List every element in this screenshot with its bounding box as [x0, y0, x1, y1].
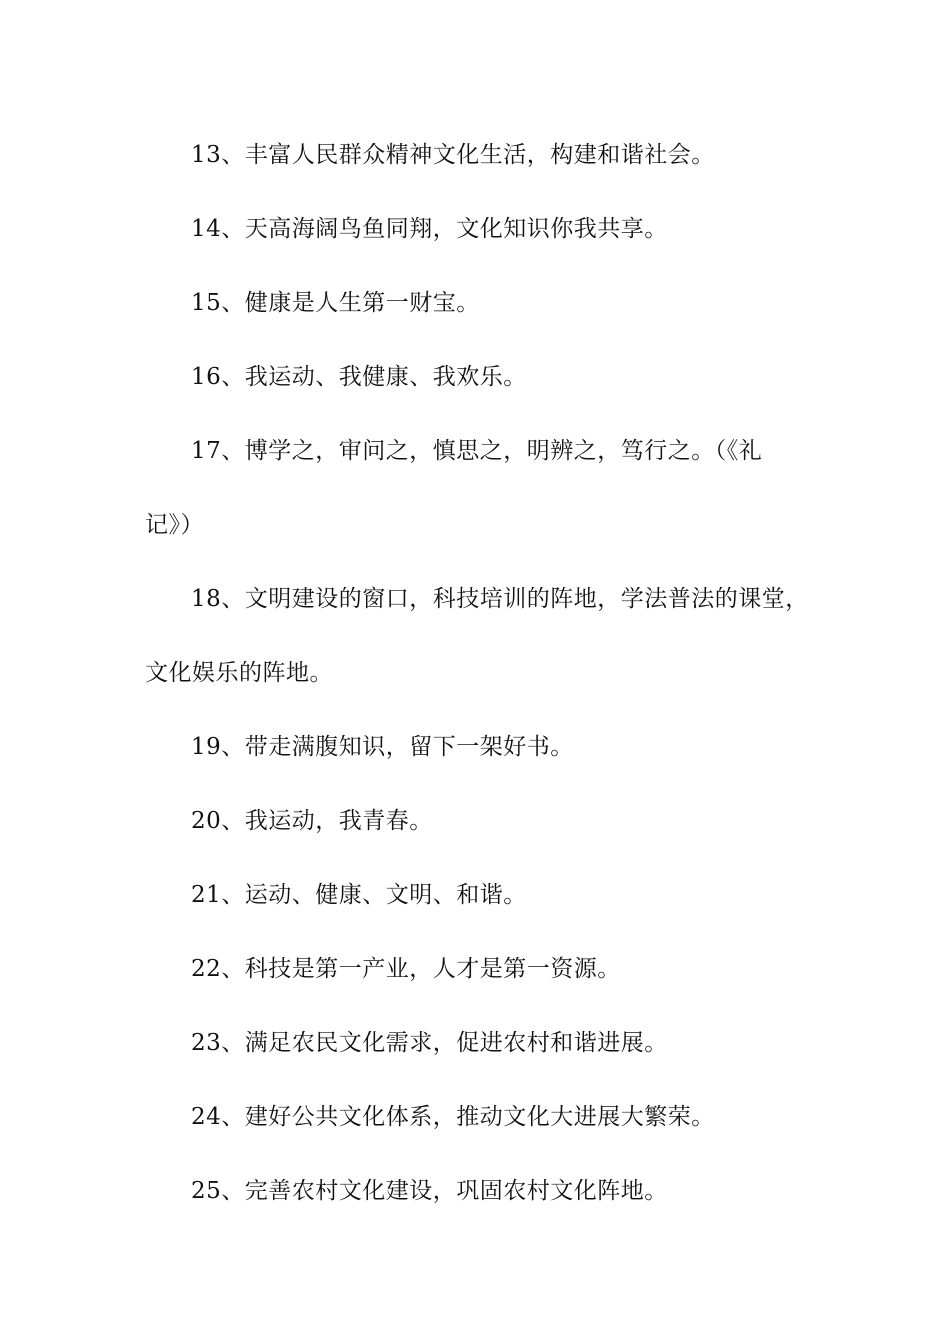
slogan-item-25: 25、完善农村文化建设，巩固农村文化阵地。 — [191, 1178, 668, 1204]
slogan-item-21: 21、运动、健康、文明、和谐。 — [191, 882, 527, 908]
slogan-item-23: 23、满足农民文化需求，促进农村和谐进展。 — [191, 1030, 668, 1056]
slogan-item-18-line-1: 18、文明建设的窗口，科技培训的阵地，学法普法的课堂， — [191, 586, 809, 612]
slogan-item-15: 15、健康是人生第一财宝。 — [191, 290, 480, 316]
slogan-item-22: 22、科技是第一产业，人才是第一资源。 — [191, 956, 621, 982]
slogan-item-20: 20、我运动，我青春。 — [191, 808, 433, 834]
slogan-item-18-line-2: 文化娱乐的阵地。 — [145, 660, 333, 686]
slogan-item-19: 19、带走满腹知识，留下一架好书。 — [191, 734, 574, 760]
slogan-item-14: 14、天高海阔鸟鱼同翔，文化知识你我共享。 — [191, 216, 668, 242]
slogan-item-16: 16、我运动、我健康、我欢乐。 — [191, 364, 527, 390]
slogan-item-24: 24、建好公共文化体系，推动文化大进展大繁荣。 — [191, 1104, 715, 1130]
slogan-item-17-line-1: 17、博学之，审问之，慎思之，明辨之，笃行之。（《礼 — [191, 438, 763, 464]
slogan-item-13: 13、丰富人民群众精神文化生活，构建和谐社会。 — [191, 142, 715, 168]
slogan-list — [145, 118, 825, 1228]
slogan-item-17-line-2: 记》） — [145, 512, 204, 538]
